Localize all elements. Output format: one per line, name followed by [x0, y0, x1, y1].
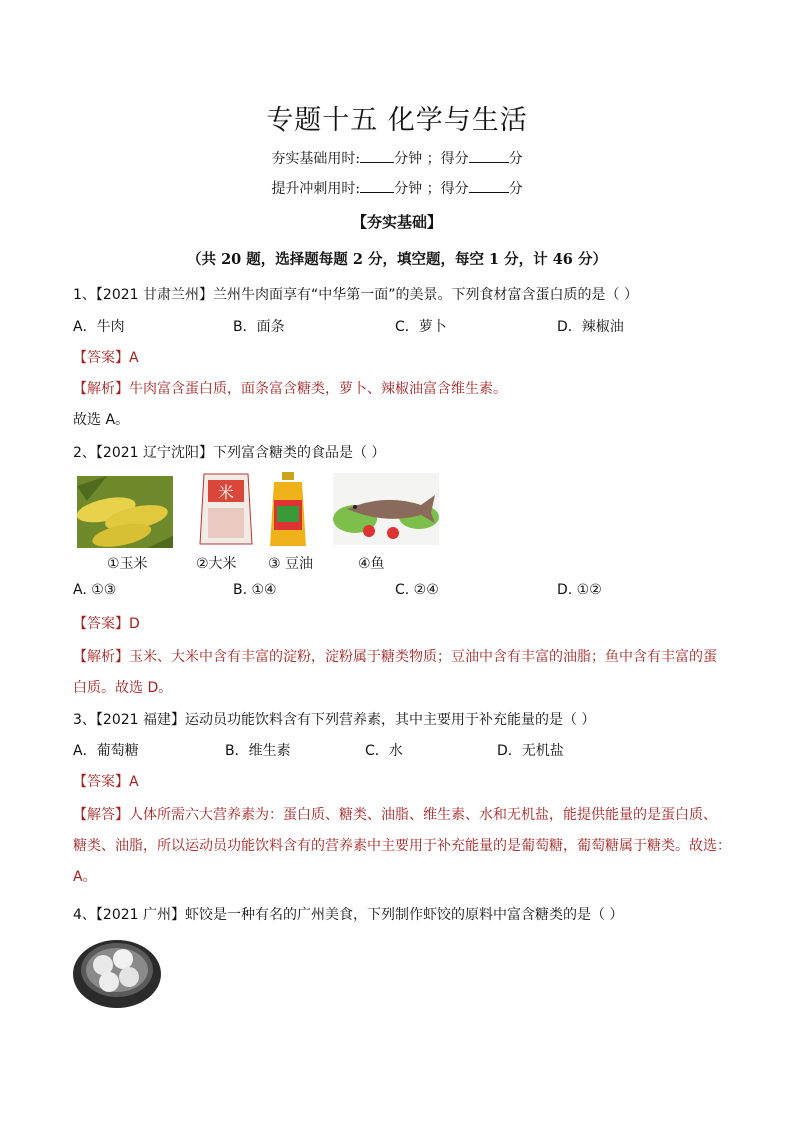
time-record-advanced	[0, 178, 794, 198]
rice-bag-image	[196, 470, 256, 548]
time-basic-blank	[360, 150, 394, 163]
q2-analysis-line1: 【解析】玉米、大米中含有丰富的淀粉，淀粉属于糖类物质；豆油中含有丰富的油脂；鱼中含有丰富的蛋	[73, 649, 717, 665]
q1-stem: 1、【2021 甘肃兰州】兰州牛肉面享有“中华第一面”的美景。下列食材富含蛋白质的是（ ）	[73, 287, 638, 303]
caption-oil: ③ 豆油	[268, 556, 314, 572]
q3-stem: 3、【2021 福建】运动员功能饮料含有下列营养素，其中主要用于补充能量的是（ ）	[73, 712, 596, 728]
q3-option-a: A．葡萄糖	[73, 743, 139, 759]
page-title: 专题十五 化学与生活	[266, 105, 528, 136]
q3-analysis-line2: 糖类、油脂，所以运动员功能饮料含有的营养素中主要用于补充能量的是葡萄糖，葡萄糖属于糖类。故选：	[73, 838, 731, 854]
q2-option-a: A. ①③	[73, 582, 117, 598]
q3-option-b: B．维生素	[225, 743, 291, 759]
score-basic-blank	[469, 150, 509, 163]
q1-option-a: A．牛肉	[73, 319, 125, 335]
q2-analysis-line2: 白质。故选 D。	[73, 680, 173, 696]
q2-option-c: C. ②④	[395, 582, 439, 598]
time-adv-suffix: 分	[508, 181, 523, 197]
q1-answer: 【答案】A	[73, 350, 139, 366]
q3-option-c: C．水	[365, 743, 403, 759]
shrimp-dumpling-image	[72, 932, 162, 1010]
time-adv-prefix: 提升冲刺用时:	[271, 181, 361, 197]
time-basic-mid: 分钟 ；得分	[394, 151, 469, 167]
fish-image	[333, 473, 439, 545]
q2-answer: 【答案】D	[73, 616, 140, 632]
q3-option-d: D．无机盐	[497, 743, 564, 759]
scoring-rule: （共 20 题，选择题每题 2 分，填空题，每空 1 分，计 46 分）	[187, 251, 607, 268]
score-adv-blank	[469, 180, 509, 193]
q1-option-b: B．面条	[233, 319, 285, 335]
caption-rice: ②大米	[196, 556, 237, 572]
q2-option-b: B. ①④	[233, 582, 277, 598]
q2-stem: 2、【2021 辽宁沈阳】下列富含糖类的食品是（ ）	[73, 445, 386, 461]
q3-analysis-line3: A。	[73, 869, 97, 885]
caption-fish: ④鱼	[358, 556, 385, 572]
oil-bottle-image	[268, 472, 308, 548]
q1-option-c: C．萝卜	[395, 319, 447, 335]
q1-analysis: 【解析】牛肉富含蛋白质，面条富含糖类，萝卜、辣椒油富含维生素。	[73, 381, 507, 397]
svg-text:米: 米	[217, 483, 235, 502]
caption-corn: ①玉米	[107, 556, 148, 572]
q3-answer: 【答案】A	[73, 774, 139, 790]
q3-analysis-line1: 【解答】人体所需六大营养素为：蛋白质、糖类、油脂、维生素、水和无机盐，能提供能量的是蛋白质、	[73, 807, 717, 823]
time-record-basic	[0, 148, 794, 168]
corn-image	[77, 476, 173, 548]
q4-stem: 4、【2021 广州】虾饺是一种有名的广州美食，下列制作虾饺的原料中富含糖类的是（ ）	[73, 907, 624, 923]
q1-option-d: D．辣椒油	[557, 319, 624, 335]
q2-option-d: D. ①②	[557, 582, 602, 598]
time-basic-suffix: 分	[508, 151, 523, 167]
q1-conclusion: 故选 A。	[73, 412, 130, 428]
time-basic-prefix: 夯实基础用时:	[271, 151, 361, 167]
time-adv-mid: 分钟 ；得分	[394, 181, 469, 197]
time-adv-blank	[360, 180, 394, 193]
section-heading: 【夯实基础】	[351, 213, 442, 231]
